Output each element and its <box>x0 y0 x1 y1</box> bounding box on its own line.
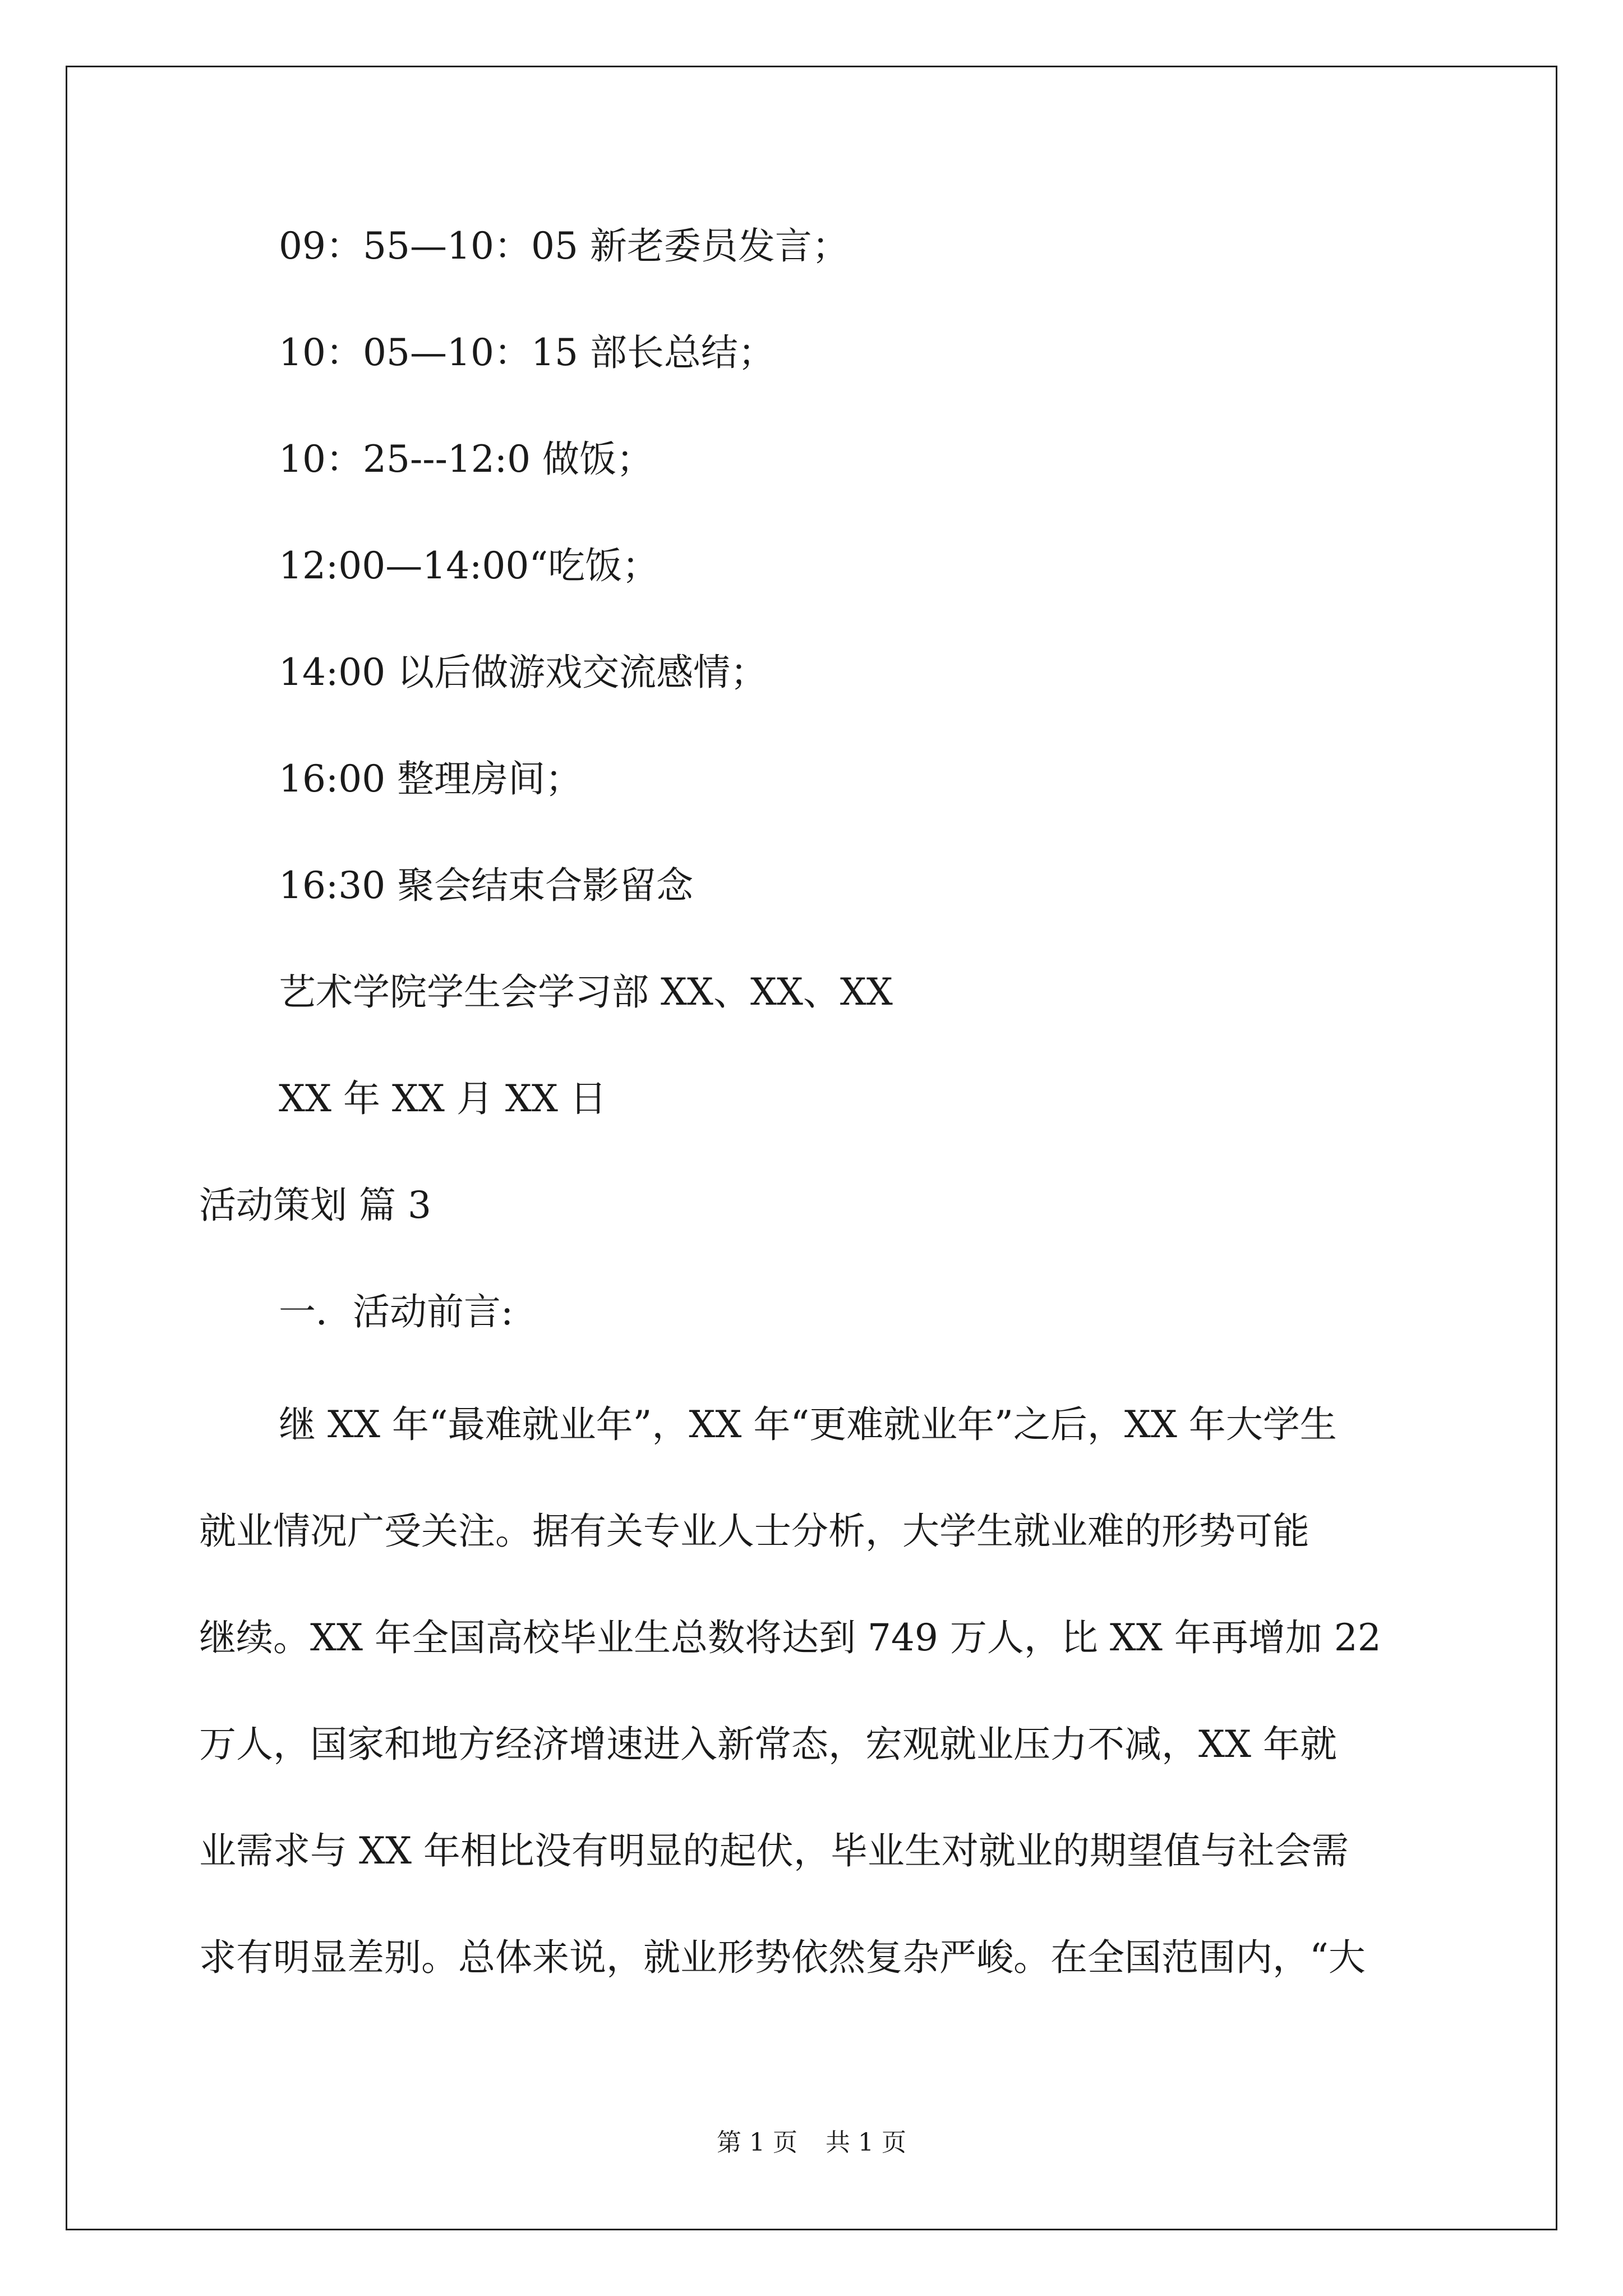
schedule-item-7: 16:30 聚会结束合影留念 <box>279 864 694 907</box>
paragraph-line: 继 XX 年“最难就业年”，XX 年“更难就业年”之后，XX 年大学生 <box>279 1403 1337 1446</box>
paragraph-line: 求有明显差别。总体来说，就业形势依然复杂严峻。在全国范围内，“大 <box>199 1936 1366 1979</box>
paragraph-line: 业需求与 XX 年相比没有明显的起伏，毕业生对就业的期望值与社会需 <box>199 1829 1349 1872</box>
paragraph-line: 万人，国家和地方经济增速进入新常态，宏观就业压力不减，XX 年就 <box>199 1723 1337 1766</box>
schedule-item-2: 10：05—10：15 部长总结； <box>279 331 775 374</box>
subheading: 一．活动前言: <box>279 1290 514 1333</box>
schedule-item-4: 12:00—14:00“吃饭； <box>279 544 660 587</box>
schedule-item-5: 14:00 以后做游戏交流感情； <box>279 651 768 694</box>
page-footer <box>0 2126 1623 2160</box>
schedule-item-1: 09：55—10：05 新老委员发言； <box>279 224 849 268</box>
section-title: 活动策划 篇 3 <box>199 1184 431 1227</box>
preface-paragraph <box>199 1372 1433 2011</box>
paragraph-line: 就业情况广受关注。据有关专业人士分析，大学生就业难的形势可能 <box>199 1510 1310 1553</box>
schedule-item-3: 10：25---12:0 做饭； <box>279 438 654 481</box>
signature: 艺术学院学生会学习部 XX、XX、XX <box>279 970 893 1014</box>
date: XX 年 XX 月 XX 日 <box>279 1077 607 1120</box>
page-number: 第 1 页 <box>717 2128 797 2157</box>
paragraph-line: 继续。XX 年全国高校毕业生总数将达到 749 万人，比 XX 年再增加 22 <box>199 1616 1381 1659</box>
page-total: 共 1 页 <box>826 2128 906 2157</box>
schedule-item-6: 16:00 整理房间； <box>279 757 583 800</box>
